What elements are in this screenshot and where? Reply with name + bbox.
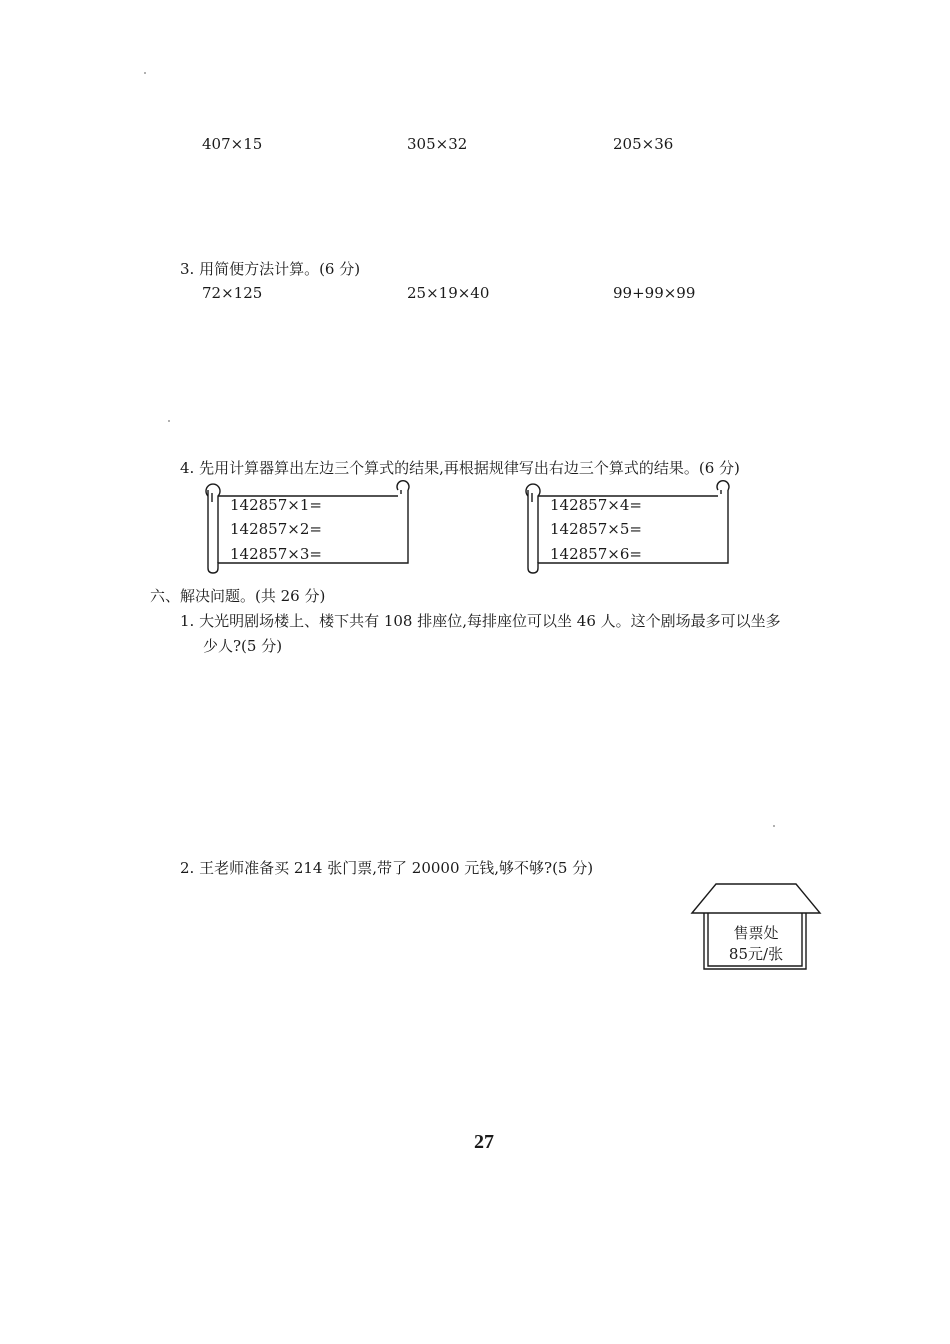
problem-2: 2. 王老师准备买 214 张门票,带了 20000 元钱,够不够?(5 分) — [180, 859, 594, 877]
problem-305x32: 305×32 — [407, 135, 468, 153]
q3-item-3: 99+99×99 — [613, 284, 696, 302]
scan-speck — [773, 825, 775, 827]
problem-407x15: 407×15 — [202, 135, 263, 153]
scroll-right-line-1: 142857×4= — [550, 496, 642, 514]
problem-205x36: 205×36 — [613, 135, 674, 153]
question-3-title: 3. 用简便方法计算。(6 分) — [180, 260, 361, 278]
section-6-title: 六、解决问题。(共 26 分) — [150, 587, 326, 605]
scroll-right-line-3: 142857×6= — [550, 545, 642, 563]
ticket-price-label: 85元/张 — [728, 945, 784, 963]
ticket-office-label: 售票处 — [733, 924, 779, 942]
scroll-left-line-2: 142857×2= — [230, 520, 322, 538]
scan-speck — [168, 420, 170, 422]
scroll-right-line-2: 142857×5= — [550, 520, 642, 538]
page-number: 27 — [474, 1131, 494, 1153]
scroll-left-line-1: 142857×1= — [230, 496, 322, 514]
question-4-title: 4. 先用计算器算出左边三个算式的结果,再根据规律写出右边三个算式的结果。(6 分) — [180, 459, 740, 477]
q3-item-1: 72×125 — [202, 284, 263, 302]
problem-1-line-1: 1. 大光明剧场楼上、楼下共有 108 排座位,每排座位可以坐 46 人。这个剧场最多可以坐多 — [180, 612, 781, 630]
problem-1-line-2: 少人?(5 分) — [203, 637, 283, 655]
scan-speck — [144, 72, 146, 74]
q3-item-2: 25×19×40 — [407, 284, 490, 302]
scroll-left-line-3: 142857×3= — [230, 545, 322, 563]
